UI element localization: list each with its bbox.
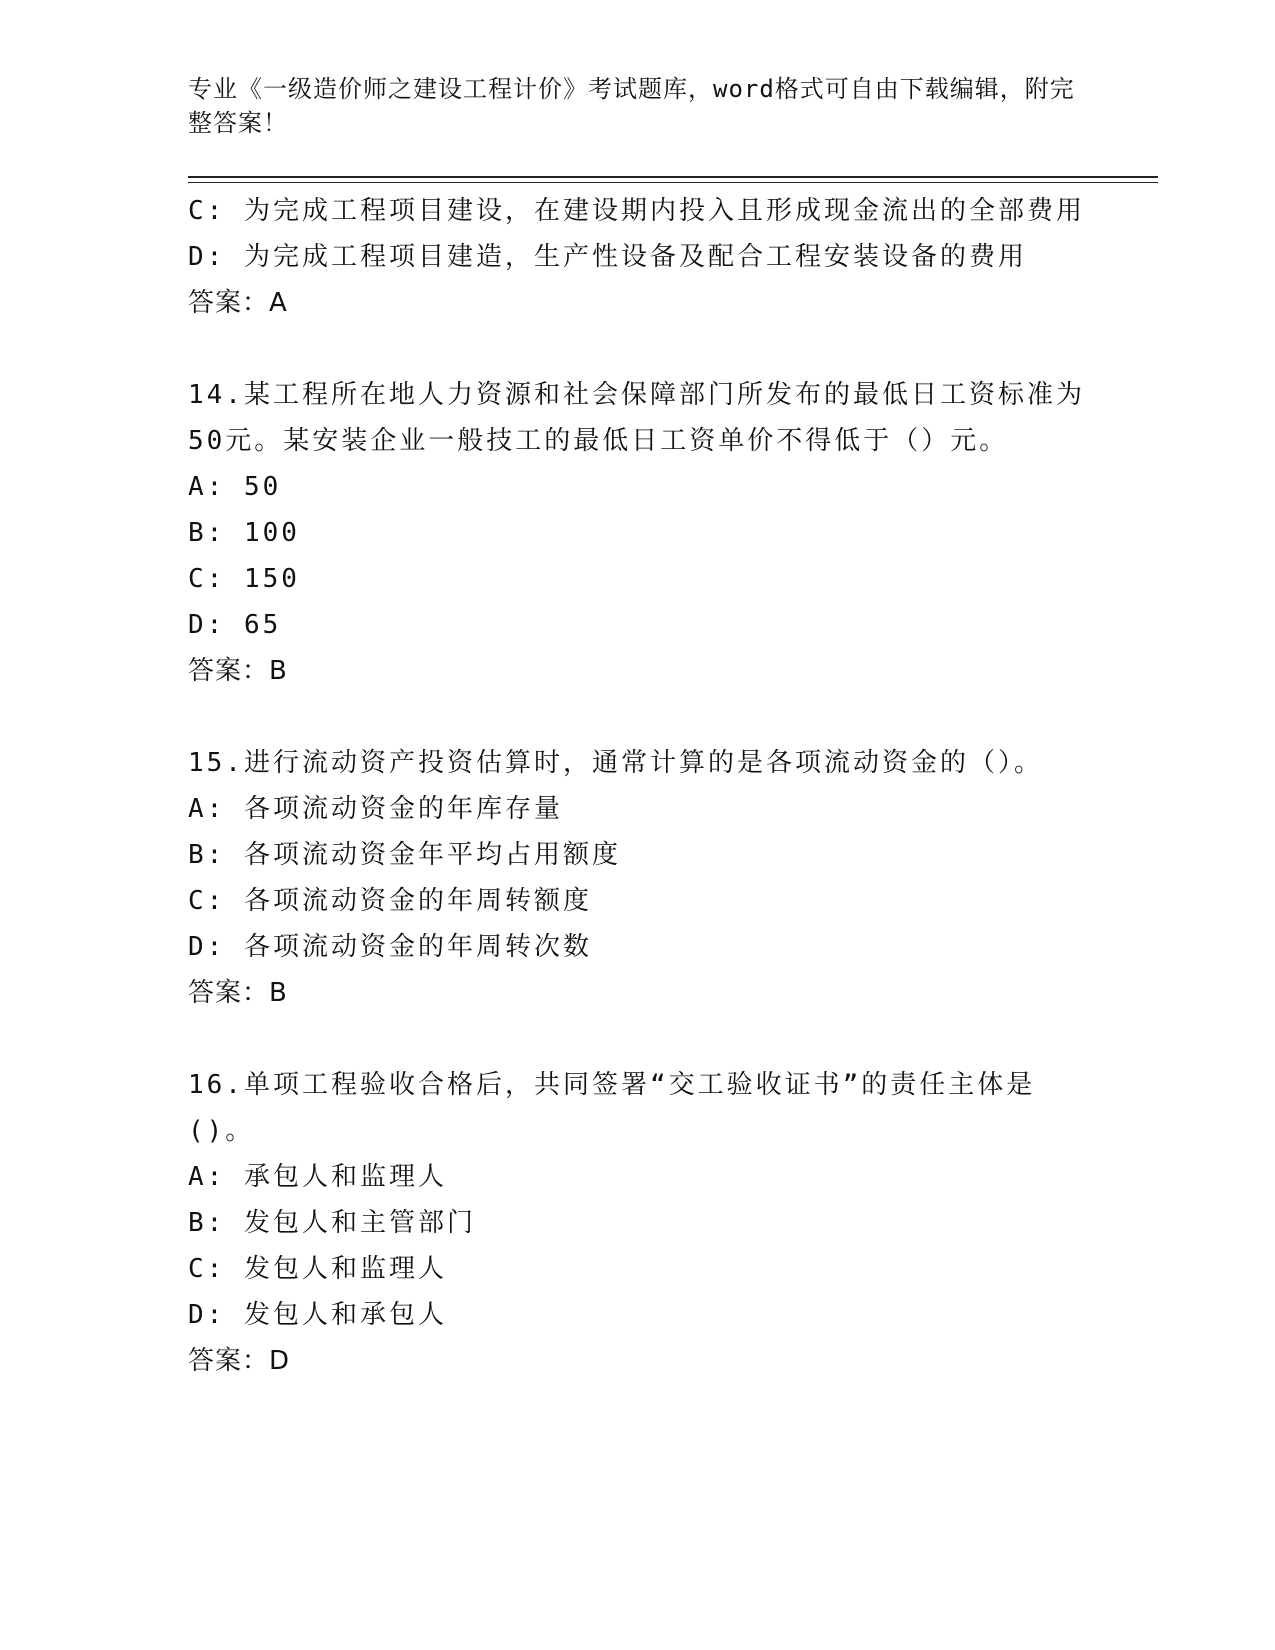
option-d: D: 发包人和承包人: [188, 1300, 447, 1330]
question-stem: 16.单项工程验收合格后，共同签署“交工验收证书”的责任主体是()。: [188, 1070, 1036, 1146]
question-15: [188, 740, 1088, 1016]
option-b: B: 发包人和主管部门: [188, 1208, 476, 1238]
question-16: [188, 1062, 1088, 1384]
option-b: B: 100: [188, 518, 300, 548]
option-c: C: 发包人和监理人: [188, 1254, 447, 1284]
answer-label: 答案：A: [188, 288, 288, 318]
answer-label: 答案：D: [188, 1346, 291, 1376]
question-14: [188, 372, 1088, 694]
option-b: B: 各项流动资金年平均占用额度: [188, 840, 621, 870]
option-a: A: 承包人和监理人: [188, 1162, 447, 1192]
answer-label: 答案：B: [188, 978, 288, 1008]
question-stem: 15.进行流动资产投资估算时，通常计算的是各项流动资金的（）。: [188, 748, 1043, 778]
option-c: C: 为完成工程项目建设，在建设期内投入且形成现金流出的全部费用: [188, 196, 1085, 226]
option-a: A: 各项流动资金的年库存量: [188, 794, 563, 824]
question-13-continued: [188, 188, 1088, 326]
option-d: D: 各项流动资金的年周转次数: [188, 932, 592, 962]
header-divider-thick: [188, 176, 1158, 178]
option-d: D: 65: [188, 610, 282, 640]
option-c: C: 各项流动资金的年周转额度: [188, 886, 592, 916]
option-d: D: 为完成工程项目建造，生产性设备及配合工程安装设备的费用: [188, 242, 1027, 272]
option-a: A: 50: [188, 472, 282, 502]
question-stem: 14.某工程所在地人力资源和社会保障部门所发布的最低日工资标准为50元。某安装企业一般技工的最低日工资单价不得低于（）元。: [188, 380, 1085, 456]
option-c: C: 150: [188, 564, 300, 594]
header-divider-thin: [188, 182, 1158, 183]
question-list: [188, 188, 1088, 1384]
document-header: 专业《一级造价师之建设工程计价》考试题库，word格式可自由下载编辑，附完整答案！: [188, 75, 1075, 137]
answer-label: 答案：B: [188, 656, 288, 686]
